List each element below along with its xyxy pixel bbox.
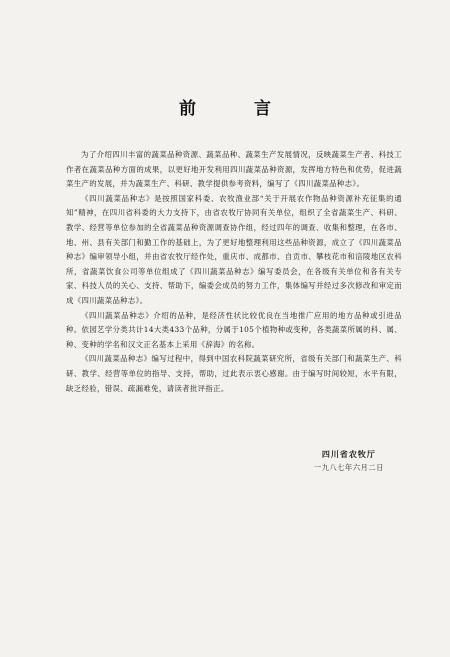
paragraph-4: 《四川蔬菜品种志》编写过程中，得到中国农科院蔬菜研究所，省级有关部门和蔬菜生产、科研、教学、经营等单位的指导、支持，帮助，过此表示衷心感谢。由于编写时间较短，水平有限，缺乏经验，错误、疏漏难免，请读者批评指正。 [66,354,402,393]
page-title: 前 言 [179,99,297,119]
signature-organization: 四川省农牧厅 [321,449,376,459]
paragraph-3: 《四川蔬菜品种志》介绍的品种，是经济性状比较优良在当地推广应用的地方品种或引进品种。依园艺学分类共计14大类433个品种，分属于105个植物种或变种，各类蔬菜所属的科、属、种、变种的学名和汉文正名基本上采用《辞海》的名称。 [66,310,402,349]
signature-block [314,447,384,475]
paragraph-2: 《四川蔬菜品种志》是按照国家科委、农牧渔业部“关于开展农作物品种资源补充征集的通知”精神，在四川省科委的大力支持下，由省农牧厅协同有关单位，组织了全省蔬菜生产、科研、教学、经营等单位参加的全省蔬菜品种资源调查协作组，经过四年的调查、收集和整理，在各市、地、州、县有关部门和勤工作的基础上，为了更好地整理利用这些品种资源，成立了《四川蔬菜品种志》编审领导小组，并由省农牧厅经作处，重庆市、成都市、自贡市、攀枝花市和涪陵地区农科所，省蔬菜饮食公司等单位组成了《四川蔬菜品种志》编写委员会，在各级有关单位和各有关专家、科技人员的关心、支持、帮助下，编委会成员的努力工作，集体编写并经过多次修改和审定而成《四川蔬菜品种志》。 [66,193,402,305]
signature-date: 一九八七年六月二日 [313,463,384,472]
preface-body [66,148,402,396]
paragraph-1: 为了介绍四川丰富的蔬菜品种资源、蔬菜品种、蔬菜生产发展情况，反映蔬菜生产者、科技工作者在蔬菜品种方面的成果，以更好地开发利用四川蔬菜品种资源，发挥地方特色和优势，促进蔬菜生产的发展，并为蔬菜生产、科研、教学提供参考资料，编写了《四川蔬菜品种志》。 [66,150,402,189]
